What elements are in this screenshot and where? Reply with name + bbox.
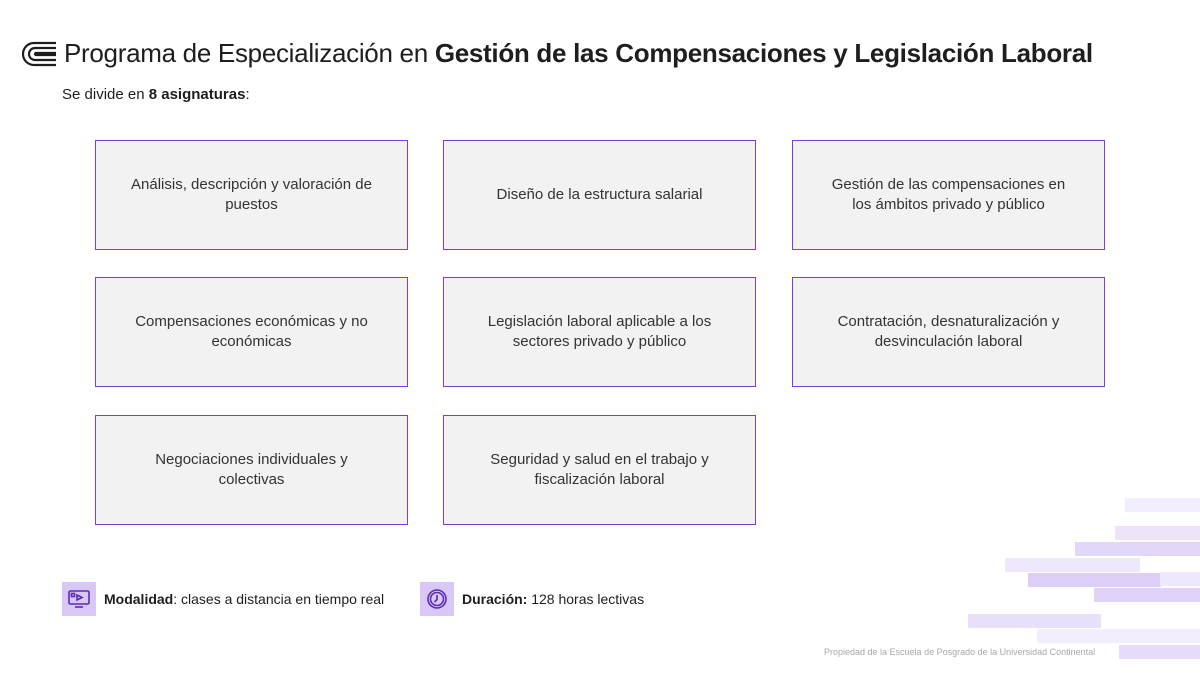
- page-title: [64, 38, 1093, 69]
- course-card: Análisis, descripción y valoración de puestos: [95, 140, 408, 250]
- modality-info: [62, 582, 384, 616]
- course-card: Seguridad y salud en el trabajo y fiscalización laboral: [443, 415, 756, 525]
- footer-copyright: Propiedad de la Escuela de Posgrado de la Universidad Continental: [824, 647, 1096, 657]
- title-bold: Gestión de las Compensaciones y Legislación Laboral: [434, 38, 1093, 68]
- subtitle-prefix: Se divide en: [62, 86, 149, 103]
- course-card: Negociaciones individuales y colectivas: [95, 415, 408, 525]
- course-card: Contratación, desnaturalización y desvinculación laboral: [792, 277, 1105, 387]
- subtitle-count: 8 asignaturas: [148, 86, 246, 103]
- subtitle-suffix: :: [245, 86, 250, 103]
- course-card: Gestión de las compensaciones en los ámbitos privado y público: [792, 140, 1105, 250]
- continental-logo-icon: [22, 39, 58, 69]
- clock-icon: [420, 582, 454, 616]
- video-class-icon: [62, 582, 96, 616]
- duration-value: 128 horas lectivas: [527, 591, 645, 607]
- modality-value: : clases a distancia en tiempo real: [173, 591, 385, 607]
- subtitle: [62, 86, 250, 103]
- duration-label: Duración:: [462, 591, 528, 607]
- title-prefix: Programa de Especialización en: [64, 38, 435, 68]
- header: [22, 38, 1093, 69]
- modality-label: Modalidad: [104, 591, 174, 607]
- course-card: Legislación laboral aplicable a los sectores privado y público: [443, 277, 756, 387]
- course-card: Compensaciones económicas y no económicas: [95, 277, 408, 387]
- duration-info: [420, 582, 644, 616]
- course-card: Diseño de la estructura salarial: [443, 140, 756, 250]
